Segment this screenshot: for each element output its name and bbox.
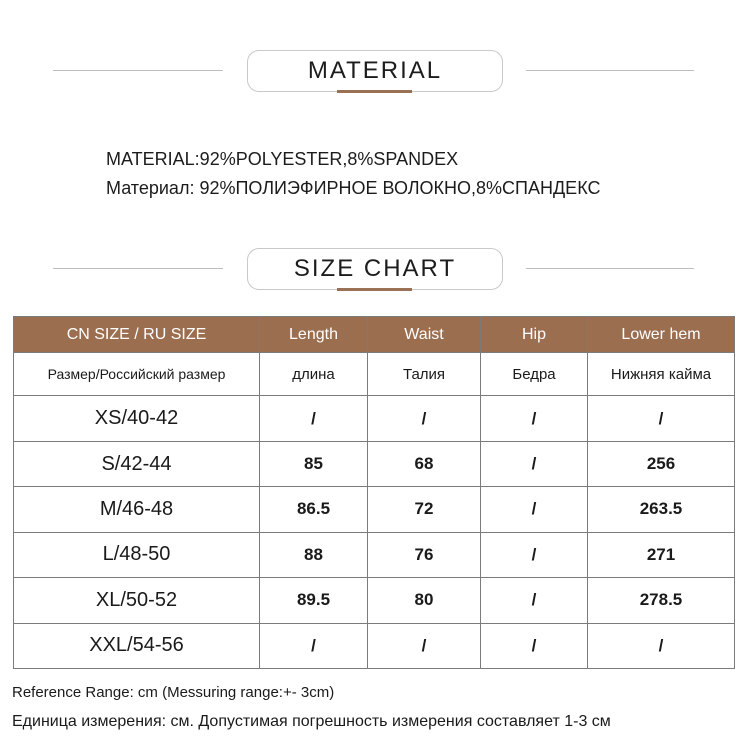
size-cell: L/48-50 <box>14 532 260 577</box>
length-cell: 85 <box>260 441 368 486</box>
table-row <box>14 623 735 668</box>
size-cell: S/42-44 <box>14 441 260 486</box>
header-hip: Hip <box>481 317 588 353</box>
header-size: CN SIZE / RU SIZE <box>14 317 260 353</box>
hip-cell: / <box>481 441 588 486</box>
waist-cell: / <box>368 396 481 441</box>
hip-cell: / <box>481 578 588 623</box>
divider-left <box>53 70 223 71</box>
length-cell: / <box>260 623 368 668</box>
length-cell: 86.5 <box>260 487 368 532</box>
size-cell: XS/40-42 <box>14 396 260 441</box>
subheader-waist-ru: Талия <box>368 353 481 396</box>
waist-cell: / <box>368 623 481 668</box>
size-cell: XL/50-52 <box>14 578 260 623</box>
hip-cell: / <box>481 532 588 577</box>
subheader-size-ru: Размер/Российский размер <box>14 353 260 396</box>
header-lower-hem: Lower hem <box>588 317 735 353</box>
lower-hem-cell: / <box>588 623 735 668</box>
title-accent-bar <box>337 288 412 291</box>
table-row <box>14 441 735 486</box>
divider-right <box>526 70 694 71</box>
lower-hem-cell: / <box>588 396 735 441</box>
length-cell: / <box>260 396 368 441</box>
table-row <box>14 487 735 532</box>
lower-hem-cell: 278.5 <box>588 578 735 623</box>
lower-hem-cell: 271 <box>588 532 735 577</box>
length-cell: 89.5 <box>260 578 368 623</box>
size-cell: XXL/54-56 <box>14 623 260 668</box>
subheader-lower-hem-ru: Нижняя кайма <box>588 353 735 396</box>
table-row <box>14 578 735 623</box>
lower-hem-cell: 256 <box>588 441 735 486</box>
material-title: MATERIAL <box>247 50 503 92</box>
waist-cell: 76 <box>368 532 481 577</box>
title-accent-bar <box>337 90 412 93</box>
lower-hem-cell: 263.5 <box>588 487 735 532</box>
waist-cell: 68 <box>368 441 481 486</box>
table-header-row <box>14 317 735 353</box>
header-waist: Waist <box>368 317 481 353</box>
divider-right <box>526 268 694 269</box>
size-chart-title: SIZE CHART <box>247 248 503 290</box>
hip-cell: / <box>481 487 588 532</box>
material-section-header <box>0 50 750 94</box>
subheader-hip-ru: Бедра <box>481 353 588 396</box>
size-chart-table <box>13 316 735 669</box>
material-composition-ru: Материал: 92%ПОЛИЭФИРНОЕ ВОЛОКНО,8%СПАНДЕКС <box>106 178 601 198</box>
subheader-length-ru: длина <box>260 353 368 396</box>
divider-left <box>53 268 223 269</box>
hip-cell: / <box>481 396 588 441</box>
reference-range-note: Reference Range: cm (Messuring range:+- 3cm) <box>12 684 335 701</box>
waist-cell: 72 <box>368 487 481 532</box>
table-subheader-row-ru <box>14 353 735 396</box>
size-cell: M/46-48 <box>14 487 260 532</box>
material-composition-en: MATERIAL:92%POLYESTER,8%SPANDEX <box>106 149 459 169</box>
header-length: Length <box>260 317 368 353</box>
length-cell: 88 <box>260 532 368 577</box>
table-row <box>14 532 735 577</box>
size-chart-section-header <box>0 248 750 292</box>
hip-cell: / <box>481 623 588 668</box>
table-row <box>14 396 735 441</box>
waist-cell: 80 <box>368 578 481 623</box>
measurement-note-ru: Единица измерения: см. Допустимая погрешность измерения составляет 1-3 см <box>12 713 611 730</box>
